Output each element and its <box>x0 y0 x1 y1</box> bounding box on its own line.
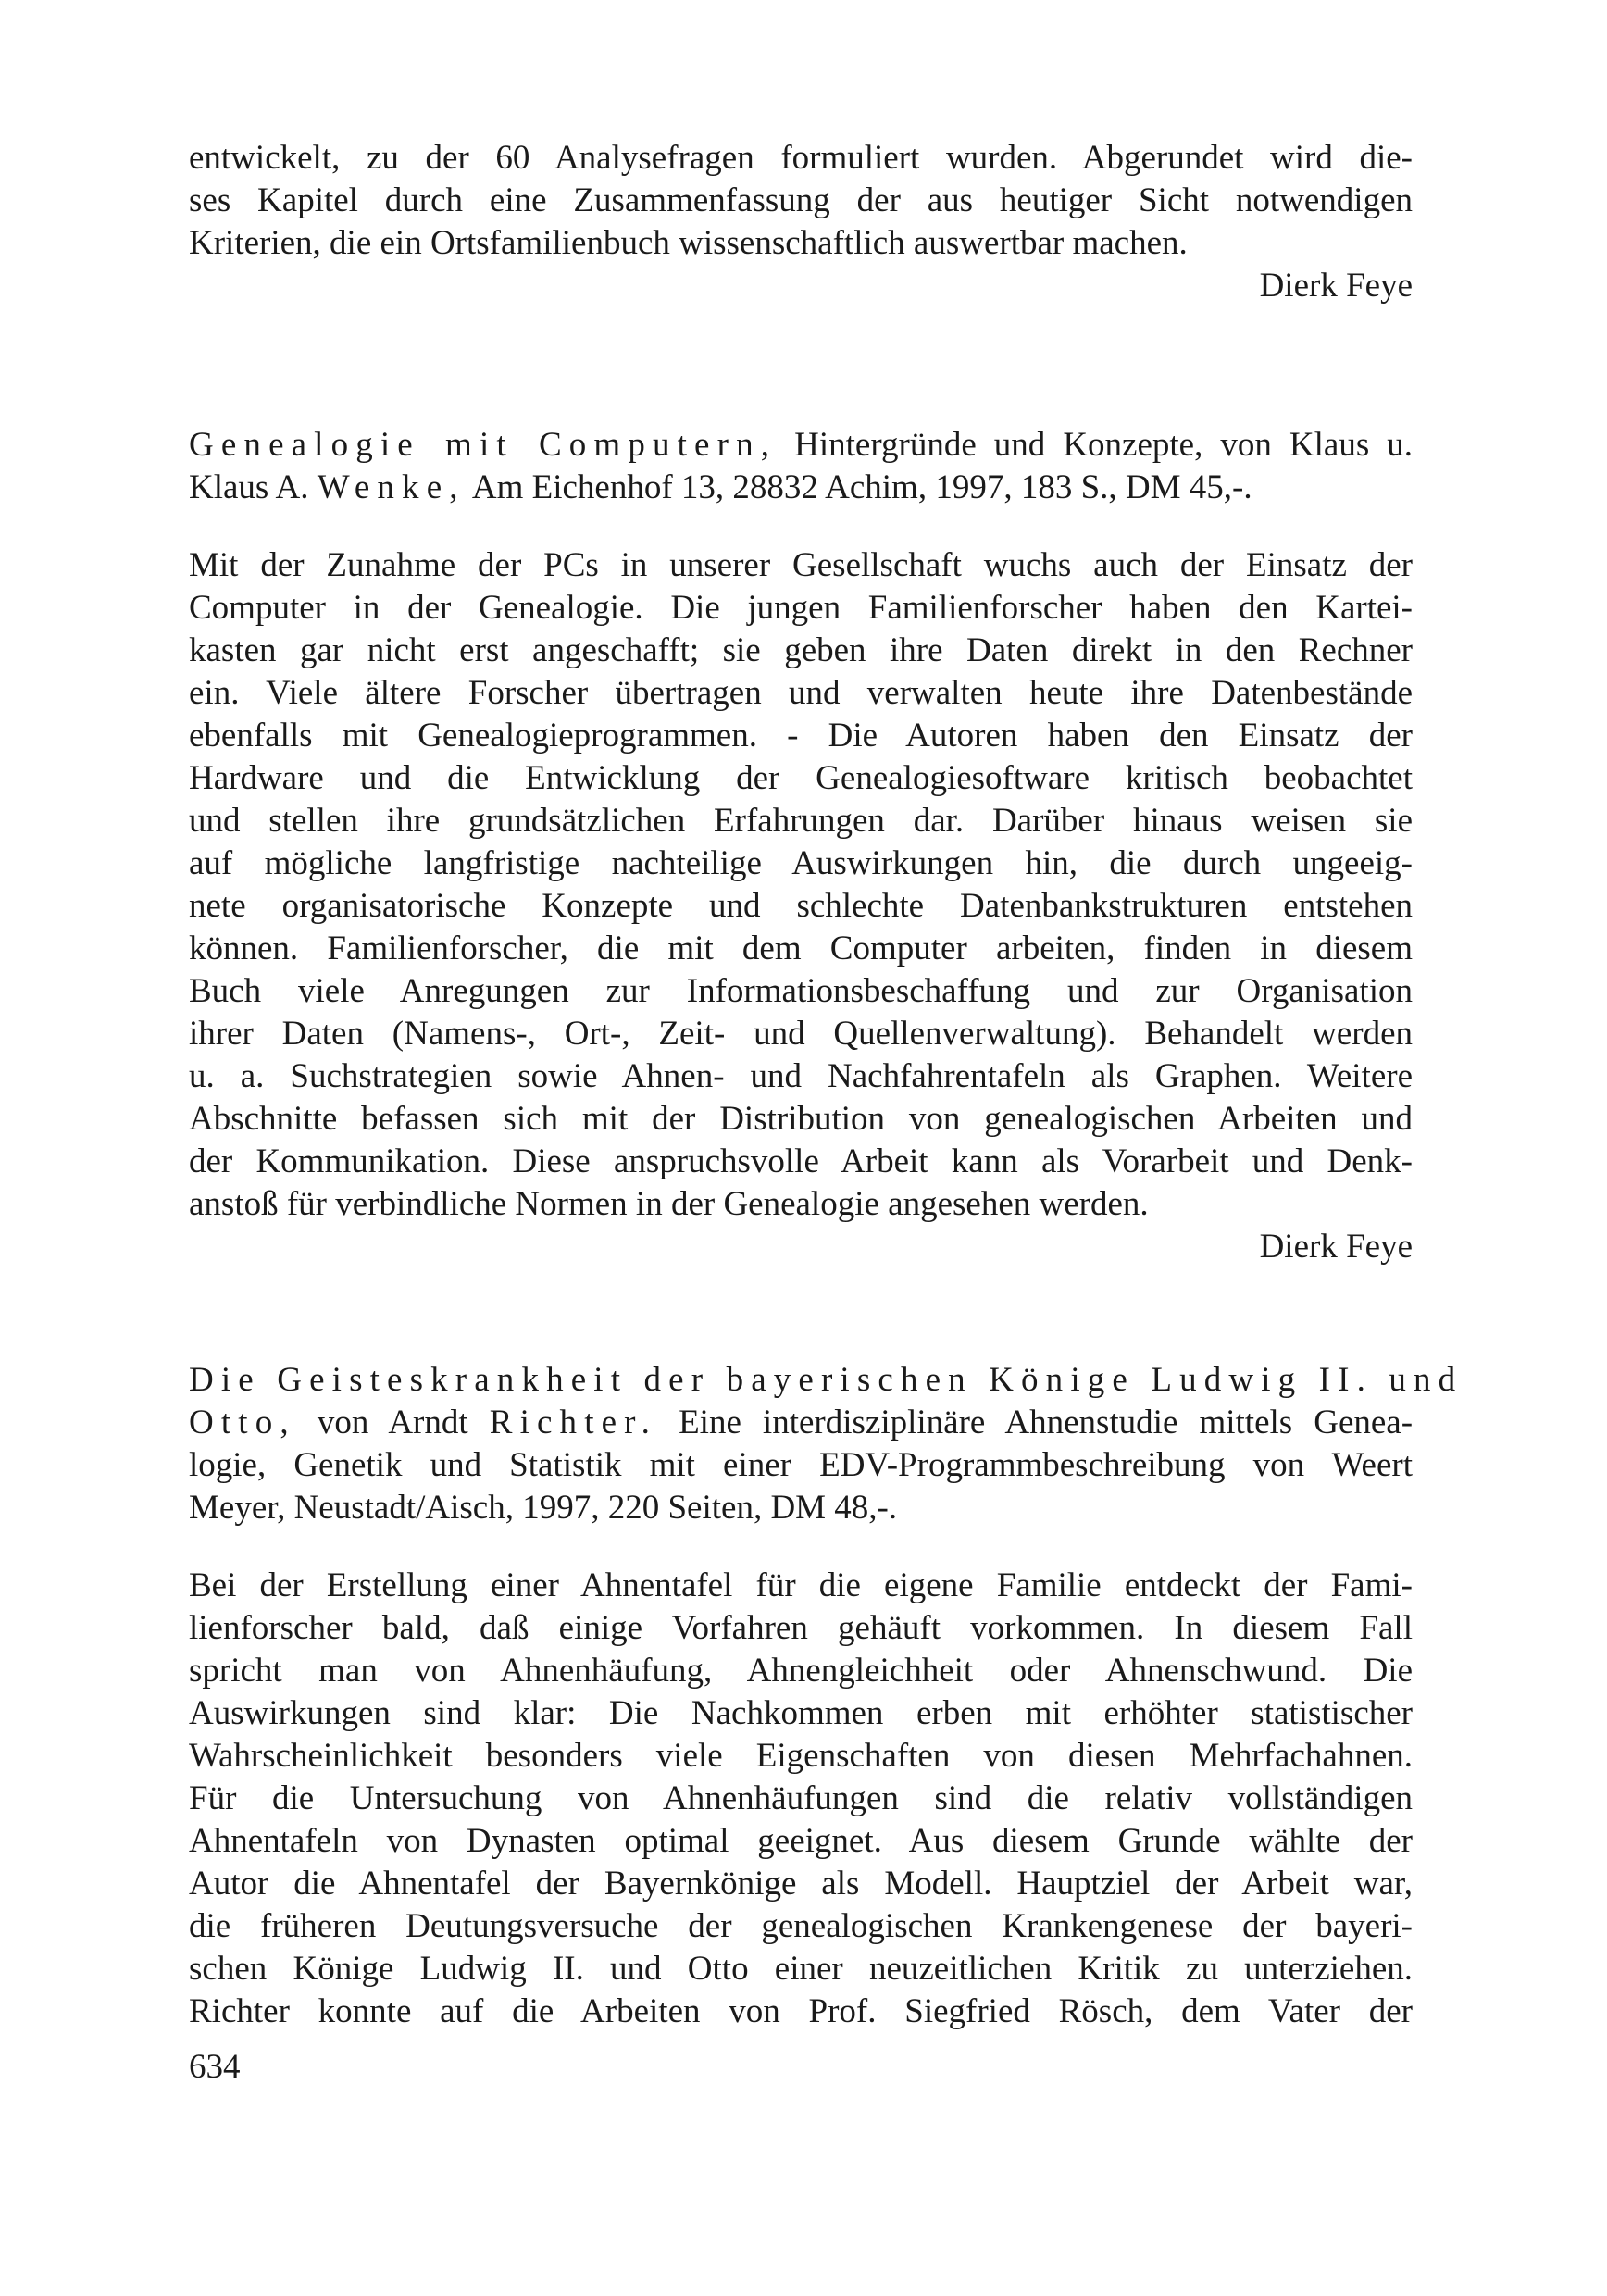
review1-body-line: können. Familienforscher, die mit dem Computer arbeiten, finden in diesem <box>189 930 1413 967</box>
review1-body-line: ebenfalls mit Genealogieprogrammen. - Die Autoren haben den Einsatz der <box>189 717 1413 755</box>
review1-body-line: der Kommunikation. Diese anspruchsvolle Arbeit kann als Vorarbeit und Denk- <box>189 1142 1413 1180</box>
page-number: 634 <box>189 2048 241 2086</box>
review2-author: Richter. <box>489 1404 657 1441</box>
review1-heading-text: Hintergründe und Konzepte, von Klaus u. <box>794 426 1414 464</box>
signature: Dierk Feye <box>1259 1228 1413 1266</box>
review1-heading-line <box>189 424 1413 467</box>
review2-heading-line <box>189 1402 1413 1444</box>
review1-body-line: u. a. Suchstrategien sowie Ahnen- und Nachfahrentafeln als Graphen. Weitere <box>189 1057 1413 1095</box>
intro-line: entwickelt, zu der 60 Analysefragen formuliert wurden. Abgerundet wird die- <box>189 139 1413 177</box>
intro-line: ses Kapitel durch eine Zusammenfassung der aus heutiger Sicht notwendigen <box>189 181 1413 219</box>
review2-body-line: schen Könige Ludwig II. und Otto einer neuzeitlichen Kritik zu unterziehen. <box>189 1950 1413 1988</box>
review1-body-line: anstoß für verbindliche Normen in der Genealogie angesehen werden. <box>189 1185 1149 1223</box>
review2-heading-line: Meyer, Neustadt/Aisch, 1997, 220 Seiten, DM 48,-. <box>189 1489 898 1527</box>
review1-title: Genealogie mit Computern, <box>189 426 778 464</box>
review1-body-line: Hardware und die Entwicklung der Genealogiesoftware kritisch beobachtet <box>189 759 1413 797</box>
review1-body-line: Computer in der Genealogie. Die jungen Familienforscher haben den Kartei- <box>189 589 1413 627</box>
review2-body-line: die früheren Deutungsversuche der genealogischen Krankengenese der bayeri- <box>189 1907 1413 1945</box>
review1-heading-line <box>189 467 1413 509</box>
review1-heading-text: Am Eichenhof 13, 28832 Achim, 1997, 183 S., DM 45,-. <box>471 468 1252 506</box>
review1-body-line: ein. Viele ältere Forscher übertragen und verwalten heute ihre Datenbestände <box>189 674 1413 712</box>
review2-body-line: lienforscher bald, daß einige Vorfahren gehäuft vorkommen. In diesem Fall <box>189 1609 1413 1647</box>
review1-body-line: Mit der Zunahme der PCs in unserer Gesellschaft wuchs auch der Einsatz der <box>189 546 1413 584</box>
review2-body-line: Bei der Erstellung einer Ahnentafel für die eigene Familie entdeckt der Fami- <box>189 1566 1413 1604</box>
review2-heading-text: von Arndt <box>317 1404 468 1441</box>
review2-body-line: spricht man von Ahnenhäufung, Ahnengleichheit oder Ahnenschwund. Die <box>189 1652 1413 1690</box>
signature: Dierk Feye <box>1259 267 1413 305</box>
review1-body-line: Abschnitte befassen sich mit der Distribution von genealogischen Arbeiten und <box>189 1100 1413 1138</box>
review2-body-line: Richter konnte auf die Arbeiten von Prof. Siegfried Rösch, dem Vater der <box>189 1992 1413 2030</box>
review1-body-line: kasten gar nicht erst angeschafft; sie geben ihre Daten direkt in den Rechner <box>189 631 1413 669</box>
intro-line: Kriterien, die ein Ortsfamilienbuch wissenschaftlich auswertbar machen. <box>189 224 1188 262</box>
review2-title: Die Geisteskrankheit der bayerischen Könige Ludwig II. und <box>189 1361 1464 1399</box>
review1-body-line: nete organisatorische Konzepte und schlechte Datenbankstrukturen entstehen <box>189 887 1413 925</box>
review1-body-line: und stellen ihre grundsätzlichen Erfahrungen dar. Darüber hinaus weisen sie <box>189 802 1413 840</box>
review2-body-line: Ahnentafeln von Dynasten optimal geeignet. Aus diesem Grunde wählte der <box>189 1822 1413 1860</box>
review2-heading-line: logie, Genetik und Statistik mit einer EDV-Programmbeschreibung von Weert <box>189 1446 1413 1484</box>
review2-heading-line <box>189 1359 1464 1402</box>
review2-title: Otto, <box>189 1404 296 1441</box>
review2-heading-text: Eine interdisziplinäre Ahnenstudie mittels Genea- <box>679 1404 1414 1441</box>
review1-heading-text: Klaus A. <box>189 468 309 506</box>
review1-author: Wenke, <box>317 468 466 506</box>
review2-body-line: Für die Untersuchung von Ahnenhäufungen sind die relativ vollständigen <box>189 1779 1413 1817</box>
review1-body-line: ihrer Daten (Namens-, Ort-, Zeit- und Quellenverwaltung). Behandelt werden <box>189 1015 1413 1053</box>
review2-body-line: Autor die Ahnentafel der Bayernkönige als Modell. Hauptziel der Arbeit war, <box>189 1865 1413 1903</box>
review2-body-line: Auswirkungen sind klar: Die Nachkommen erben mit erhöhter statistischer <box>189 1694 1413 1732</box>
review2-body-line: Wahrscheinlichkeit besonders viele Eigenschaften von diesen Mehrfachahnen. <box>189 1737 1413 1775</box>
review1-body-line: Buch viele Anregungen zur Informationsbeschaffung und zur Organisation <box>189 972 1413 1010</box>
review1-body-line: auf mögliche langfristige nachteilige Auswirkungen hin, die durch ungeeig- <box>189 844 1413 882</box>
